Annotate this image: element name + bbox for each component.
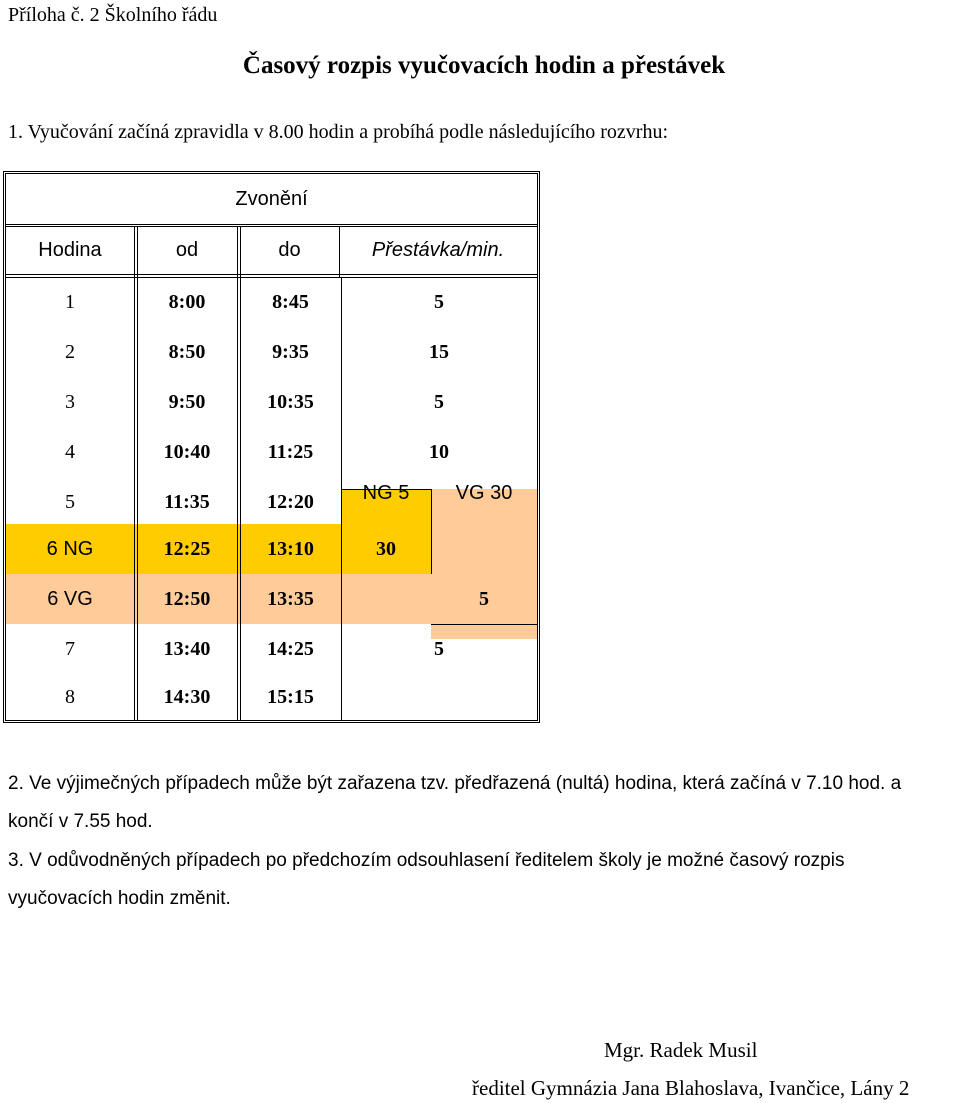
- cell-to: 9:35: [272, 340, 309, 363]
- cell-break: 5: [434, 390, 444, 413]
- signature-role: ředitel Gymnázia Jana Blahoslava, Ivančice, Lány 2: [472, 1076, 910, 1100]
- note-2-line-2: končí v 7.55 hod.: [8, 811, 153, 832]
- cell-to: 15:15: [267, 685, 314, 708]
- col-header-to: do: [278, 238, 301, 261]
- cell-break: 5: [434, 290, 444, 313]
- cell-from: 9:50: [168, 390, 206, 413]
- cell-lesson: 8: [65, 685, 75, 708]
- intro-paragraph: 1. Vyučování začíná zpravidla v 8.00 hodin a probíhá podle následujícího rozvrhu:: [8, 121, 668, 143]
- cell-to: 8:45: [272, 290, 309, 313]
- note-2-line-1: 2. Ve výjimečných případech může být zařazena tzv. předřazená (nultá) hodina, která začíná v 7.10 hod. a: [8, 773, 902, 794]
- appendix-label: Příloha č. 2 Školního řádu: [8, 4, 218, 26]
- cell-to: 14:25: [267, 637, 314, 660]
- cell-to: 11:25: [267, 440, 314, 463]
- signature-name: Mgr. Radek Musil: [604, 1038, 758, 1062]
- cell-break: 10: [429, 440, 449, 463]
- cell-break-vg: VG 30: [455, 481, 513, 504]
- cell-lesson: 7: [65, 637, 75, 660]
- page-title: Časový rozpis vyučovacích hodin a přestávek: [242, 52, 726, 79]
- cell-to: 13:35: [267, 587, 314, 610]
- note-3-line-1: 3. V odůvodněných případech po předchozím odsouhlasení ředitelem školy je možné časový rozpis: [8, 850, 845, 871]
- cell-from: 14:30: [163, 685, 211, 708]
- cell-break: 5: [479, 587, 489, 610]
- cell-lesson: 5: [65, 490, 75, 513]
- cell-from: 12:25: [163, 537, 211, 560]
- cell-to: 10:35: [267, 390, 314, 413]
- col-header-break: Přestávka/min.: [371, 238, 505, 261]
- cell-lesson: 1: [65, 290, 75, 313]
- cell-lesson: 3: [65, 390, 75, 413]
- cell-break: 5: [434, 637, 444, 660]
- cell-break: 15: [429, 340, 449, 363]
- cell-to: 13:10: [267, 537, 314, 560]
- cell-break: 30: [376, 537, 396, 560]
- cell-lesson-6ng: 6 NG: [46, 537, 94, 560]
- cell-from: 12:50: [163, 587, 211, 610]
- bell-schedule-table: [3, 171, 540, 723]
- table-caption: Zvonění: [235, 187, 308, 210]
- cell-to: 12:20: [267, 490, 314, 513]
- cell-from: 8:50: [168, 340, 206, 363]
- cell-break: [341, 674, 537, 720]
- cell-lesson: 2: [65, 340, 75, 363]
- col-header-lesson: Hodina: [38, 238, 102, 261]
- cell-lesson: 4: [65, 440, 75, 463]
- cell-break-ng: NG 5: [362, 481, 410, 504]
- note-3-line-2: vyučovacích hodin změnit.: [8, 888, 231, 909]
- cell-from: 11:35: [164, 490, 210, 513]
- col-header-from: od: [175, 238, 199, 261]
- cell-from: 13:40: [163, 637, 211, 660]
- cell-lesson-6vg: 6 VG: [47, 587, 93, 610]
- cell-from: 10:40: [163, 440, 211, 463]
- cell-from: 8:00: [168, 290, 206, 313]
